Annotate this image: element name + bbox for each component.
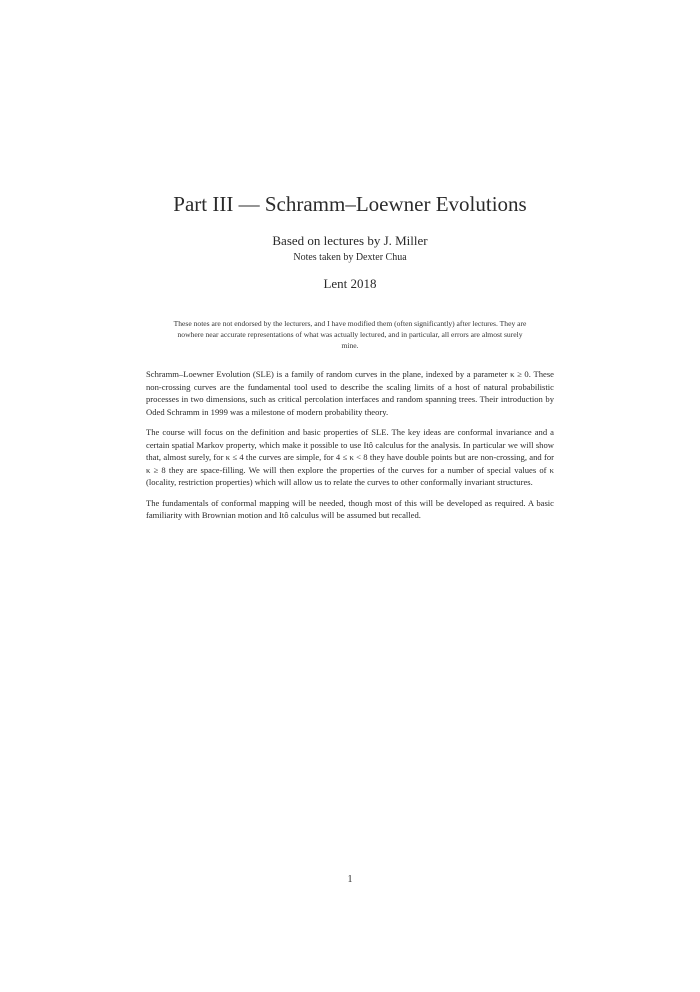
document-title: Part III — Schramm–Loewner Evolutions bbox=[173, 192, 527, 216]
paragraph-course-focus: The course will focus on the definition and basic properties of SLE. The key ideas are conformal invariance and a certain spatial Markov property, which make it possible to use Itô calculus for the analysis. In particular we will show that, almost surely, for κ ≤ 4 the curves are simple, for 4 ≤ κ < 8 they have double points but are non-crossing, and for κ ≥ 8 they are space-filling. We will then explore the properties of the curves for a number of special values of κ (locality, restriction properties) which will allow us to relate the curves to other conformally invariant structures. bbox=[146, 427, 554, 487]
disclaimer-note: These notes are not endorsed by the lecturers, and I have modified them (often significantly) after lectures. They are nowhere near accurate representations of what was actually lectured, and in particular, all errors are almost surely mine. bbox=[173, 319, 527, 350]
notes-author-line: Notes taken by Dexter Chua bbox=[293, 252, 407, 263]
term-date: Lent 2018 bbox=[323, 276, 377, 291]
page-number: 1 bbox=[347, 874, 353, 885]
paragraph-prerequisites: The fundamentals of conformal mapping will be needed, though most of this will be developed as required. A basic familiarity with Brownian motion and Itô calculus will be assumed but recalled. bbox=[146, 497, 554, 520]
lecturer-line: Based on lectures by J. Miller bbox=[272, 233, 428, 248]
paragraph-intro: Schramm–Loewner Evolution (SLE) is a family of random curves in the plane, indexed by a parameter κ ≥ 0. These non-crossing curves are the fundamental tool used to describe the scaling limits of a host of natural probabilistic processes in two dimensions, such as critical percolation interfaces and random spanning trees. Their introduction by Oded Schramm in 1999 was a milestone of modern probability theory. bbox=[146, 369, 554, 417]
course-description bbox=[146, 368, 554, 530]
